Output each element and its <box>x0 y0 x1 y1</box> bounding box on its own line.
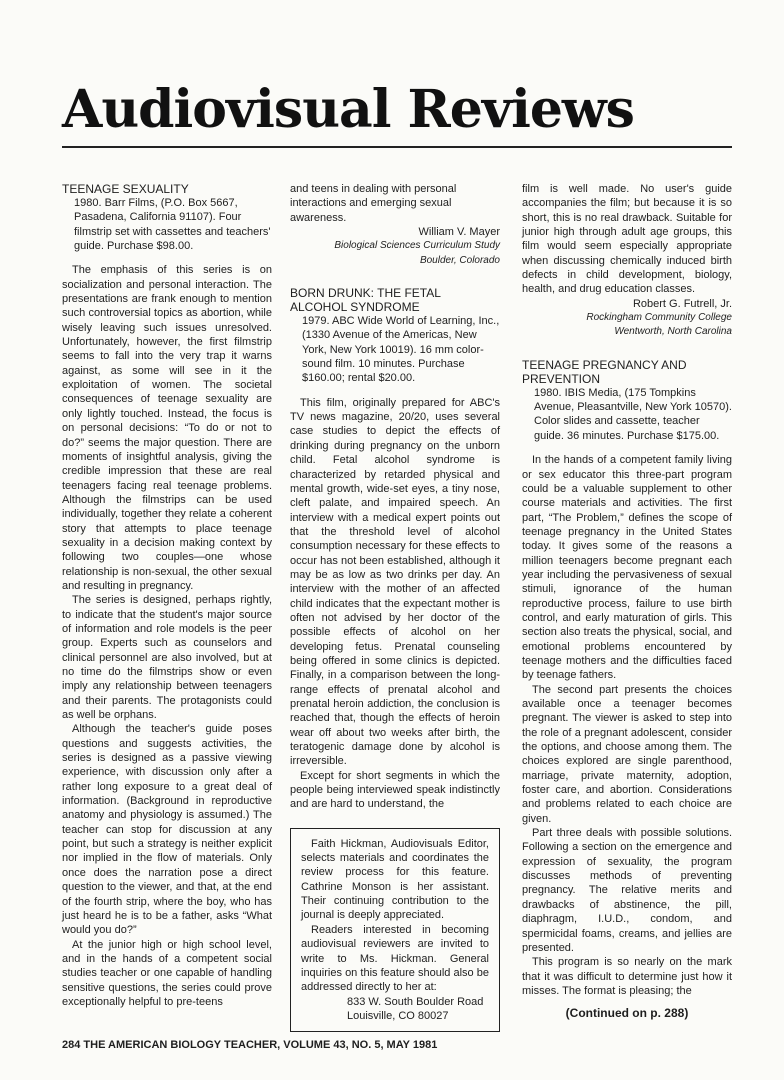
review2-affiliation: Rockingham Community College <box>586 312 732 324</box>
review1-signature <box>290 225 500 268</box>
review1-reviewer: William V. Mayer <box>418 226 500 239</box>
review2-signature <box>522 297 732 340</box>
title-rule <box>62 146 732 148</box>
editor-address-line-1: 833 W. South Boulder Road <box>347 995 484 1008</box>
column-3 <box>522 182 732 1021</box>
review2-location: Wentworth, North Carolina <box>614 326 732 338</box>
review1-affiliation: Biological Sciences Curriculum Study <box>334 240 500 252</box>
editor-address-line-2: Louisville, CO 80027 <box>347 1009 449 1022</box>
review2-heading-line-2: ALCOHOL SYNDROME <box>290 300 420 315</box>
review1-bibliography: 1980. Barr Films, (P.O. Box 5667, Pasadena, California 91107). Four filmstrip set with cassettes and teachers' guide. Purchase $98.00. <box>74 197 271 253</box>
section-title: Audiovisual Reviews <box>62 79 634 140</box>
review3-heading-line-2: PREVENTION <box>522 371 601 386</box>
review3-bibliography: 1980. IBIS Media, (175 Tompkins Avenue, Pleasantville, New York 10570). Color slides and cassette, teacher guide. 36 minutes. Purchase $175.00. <box>534 386 732 442</box>
editor-note-paragraph-2: Readers interested in becoming audiovisual reviewers are invited to write to Ms. Hickman. General inquiries on this feature should also be addressed directly to her at: <box>301 923 489 994</box>
review1-location: Boulder, Colorado <box>419 254 500 266</box>
column-1 <box>62 182 272 1009</box>
review2-reviewer: Robert G. Futrell, Jr. <box>632 297 732 310</box>
editor-note-paragraph-1: Faith Hickman, Audiovisuals Editor, selects materials and coordinates the review process for this feature. Cathrine Monson is her assistant. Their continuing contribution to the journal is deeply appreciated. <box>301 837 489 922</box>
review1-heading: TEENAGE SEXUALITY <box>62 182 189 196</box>
review1-paragraph-4: At the junior high or high school level, and in the hands of a competent social studies teacher or one capable of handling sensitive questions, the series could prove exceptionally helpful to pre-teens <box>62 938 272 1008</box>
page-footer: 284 THE AMERICAN BIOLOGY TEACHER, VOLUME 43, NO. 5, MAY 1981 <box>62 1039 438 1051</box>
review1-paragraph-4-continued: and teens in dealing with personal interactions and emerging sexual awareness. <box>290 183 457 224</box>
continued-note: (Continued on p. 288) <box>565 1006 689 1021</box>
review2-paragraph-2: Except for short segments in which the people being interviewed speak indistinctly and are hard to understand, the <box>290 769 500 811</box>
review2-bibliography: 1979. ABC Wide World of Learning, Inc., (1330 Avenue of the Americas, New York, New York 10019). 16 mm color-sound film. 10 minutes. Purchase $160.00; rental $20.00. <box>302 315 500 385</box>
review3-heading-line-1: TEENAGE PREGNANCY AND <box>522 357 687 372</box>
editor-note-box <box>290 828 500 1032</box>
review3-paragraph-1: In the hands of a competent family living or sex educator this three-part program could be a valuable supplement to other course materials and activities. The first part, “The Problem,” defines the scope of teenage pregnancy in the United States today. It gives some of the reasons a million teenagers become pregnant each year including the pervasiveness of sexual stimuli, ignorance of the human reproductive process, failure to use birth control, and early maturation of girls. This section also treats the physical, social, and emotional problems encountered by teenage mothers and the difficulties faced by teenage fathers. <box>522 454 732 682</box>
review2-paragraph-1: This film, originally prepared for ABC's TV news magazine, 20/20, uses several case studies to depict the effects of drinking during pregnancy on the unborn child. Fetal alcohol syndrome is characterized by retarded physical and mental growth, wide-set eyes, a tiny nose, cleft palate, and impaired speech. An interview with a medical expert points out that the threshold level of alcohol consumption necessary for these effects to occur has not been established, although it may be as low as two drinks per day. An interview with the mother of an affected child indicates that the expectant mother is often not advised by her doctor of the possible effects of alcohol on her developing fetus. Prenatal counseling being offered in some clinics is depicted. Finally, in a comparison between the long-range effects of prenatal alcohol and prenatal heroin addiction, the conclusion is reached that, though the effects of heroin wear off about two weeks after birth, the teratogenic damage done by alcohol is irreversible. <box>290 396 500 768</box>
column-2 <box>290 182 500 1032</box>
review2-paragraph-2-continued: film is well made. No user's guide accompanies the film; but because it is so short, this is no real drawback. Suitable for junior high through adult age groups, this film would seem especially appropriate when discussing chemically induced birth defects in child development, biology, health, and drug education classes. <box>522 183 732 296</box>
review3-paragraph-4: This program is so nearly on the mark that it was difficult to determine just how it misses. The format is pleasing; the <box>522 956 732 997</box>
review1-paragraph-3: Although the teacher's guide poses questions and suggests activities, the series is designed as a passive viewing experience, with discussion only after a rather long exposure to a great deal of information. (Background in reproductive anatomy and physiology is assumed.) The teacher can stop for discussion at any point, but such a strategy is neither explicit nor implied in the flow of materials. Only once does the narration pose a direct question to the viewer, and that, at the end of the fourth strip, where the boy, who has just heard he is to be a father, asks “What would you do?” <box>62 723 272 937</box>
review1-paragraph-2: The series is designed, perhaps rightly, to indicate that the student's major source of information and role models is the peer group. Experts such as counselors and clinical personnel are also involved, but at no time do the filmstrips show or even imply any relationship between teenagers and their parents. The protagonists could as well be orphans. <box>62 594 272 722</box>
review3-paragraph-2: The second part presents the choices available once a teenager becomes pregnant. The viewer is asked to step into the role of a pregnant adolescent, consider the options, and choose among them. The choices explored are single parenthood, marriage, private maternity, adoption, foster care, and abortion. Considerations and problems related to each choice are given. <box>522 683 732 825</box>
review3-paragraph-3: Part three deals with possible solutions. Following a section on the emergence and expression of sexuality, the program discusses methods of preventing pregnancy. The relative merits and drawbacks of abstinence, the pill, diaphragm, I.U.D., condom, and spermicidal foams, creams, and jellies are presented. <box>522 827 732 954</box>
review1-paragraph-1: The emphasis of this series is on socialization and personal interaction. The presentations are frank enough to mention such controversial topics as abortion, while wisely leaving such issues unresolved. Unfortunately, however, the first filmstrip seems to fall into the very trap it warns against, as some will see in it the exploitation of women. The societal consequences of teenage sexuality are only lightly touched. Instead, the focus is on personal decisions: “To do or not to do?” seems the major question. There are moments of insightful analysis, giving the credible impression that these are real teenagers facing real teenage problems. Although the filmstrips can be used individually, together they relate a coherent story that attempts to place teenage sexuality in a decision making context by following two couples—one whose relationship is non-sexual, the other sexual and resulting in pregnancy. <box>62 264 272 592</box>
review2-heading-line-1: BORN DRUNK: THE FETAL <box>290 286 441 301</box>
